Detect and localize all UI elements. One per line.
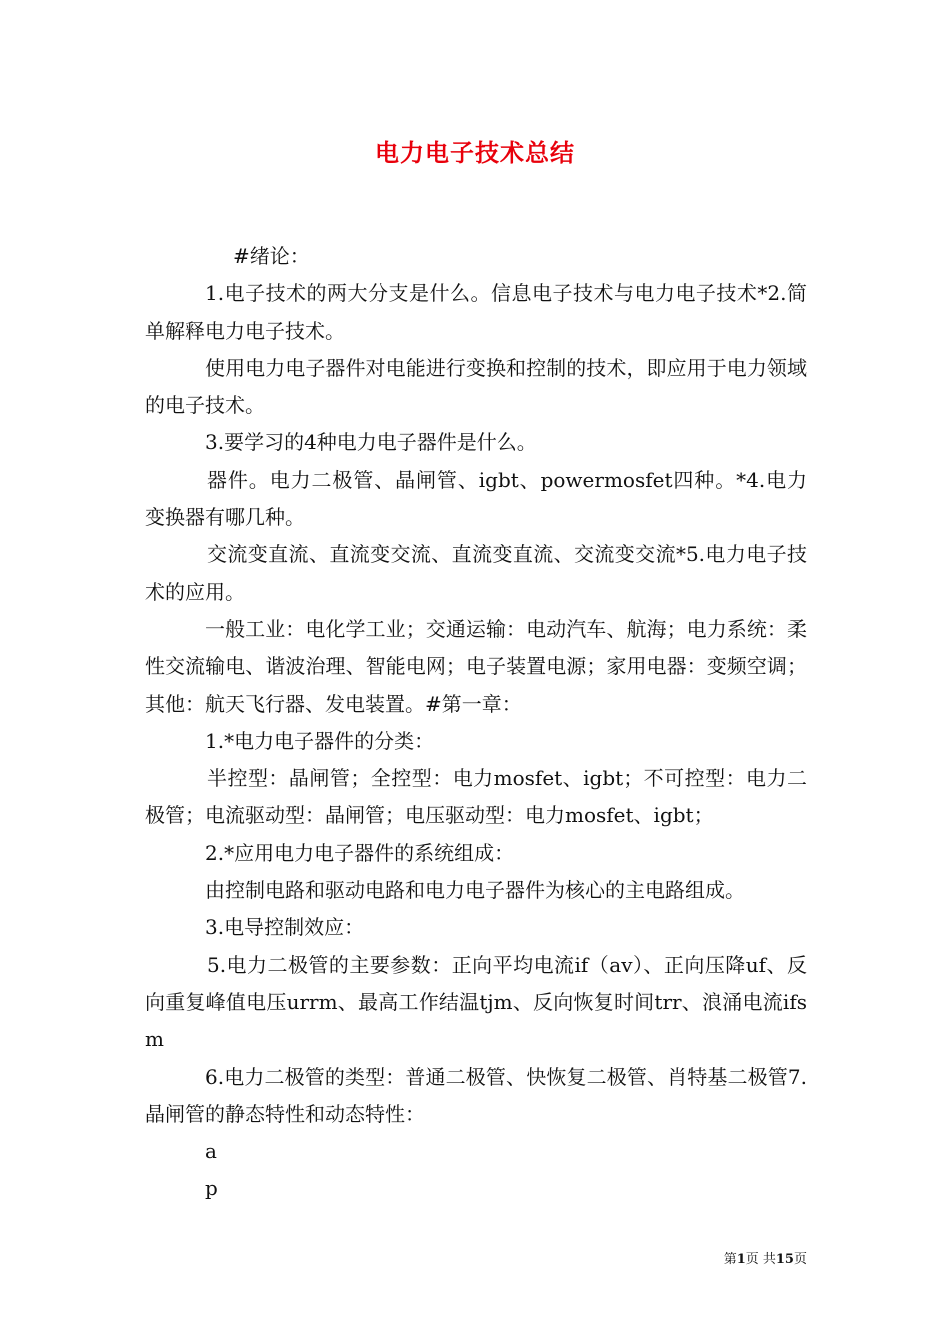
- footer-total-pages: 15: [775, 1252, 794, 1267]
- paragraph: 使用电力电子器件对电能进行变换和控制的技术，即应用于电力领域的电子技术。: [145, 355, 807, 418]
- paragraph: 交流变直流、直流变交流、直流变直流、交流变交流*5.电力电子技术的应用。: [145, 542, 807, 604]
- paragraph: 3.要学习的4种电力电子器件是什么。: [205, 430, 537, 455]
- paragraph: 1.电子技术的两大分支是什么。信息电子技术与电力电子技术*2.简单解释电力电子技术。: [145, 281, 807, 343]
- paragraph: 3.电导控制效应：: [205, 915, 365, 940]
- document-body: [145, 238, 807, 1208]
- paragraph: 器件。电力二极管、晶闸管、igbt、powermosfet四种。*4.电力变换器有哪几种。: [145, 467, 807, 530]
- footer-prefix: 第: [723, 1252, 737, 1267]
- paragraph: 由控制电路和驱动电路和电力电子器件为核心的主电路组成。: [205, 878, 745, 903]
- paragraph: 半控型：晶闸管；全控型：电力mosfet、igbt；不可控型：电力二极管；电流驱动型：晶闸管；电压驱动型：电力mosfet、igbt；: [145, 766, 807, 828]
- paragraph: 6.电力二极管的类型：普通二极管、快恢复二极管、肖特基二极管7.晶闸管的静态特性和动态特性：: [145, 1064, 807, 1126]
- paragraph: 一般工业：电化学工业；交通运输：电动汽车、航海；电力系统：柔性交流输电、谐波治理、智能电网；电子装置电源；家用电器：变频空调；其他：航天飞行器、发电装置。#第一章：: [145, 616, 807, 716]
- page-footer: [0, 1248, 950, 1267]
- section-heading-intro: #绪论：: [233, 244, 310, 268]
- footer-suffix: 页: [793, 1252, 807, 1267]
- paragraph: 1.*电力电子器件的分类：: [205, 728, 435, 753]
- document-title: 电力电子技术总结: [375, 139, 575, 167]
- paragraph: 5.电力二极管的主要参数：正向平均电流if（av）、正向压降uf、反向重复峰值电压urrm、最高工作结温tjm、反向恢复时间trr、浪涌电流ifsm: [145, 952, 807, 1052]
- paragraph: a: [205, 1139, 217, 1164]
- footer-middle: 页 共: [745, 1252, 776, 1267]
- paragraph: p: [205, 1176, 218, 1201]
- paragraph: 2.*应用电力电子器件的系统组成：: [205, 840, 515, 865]
- footer-current-page: 1: [736, 1252, 746, 1267]
